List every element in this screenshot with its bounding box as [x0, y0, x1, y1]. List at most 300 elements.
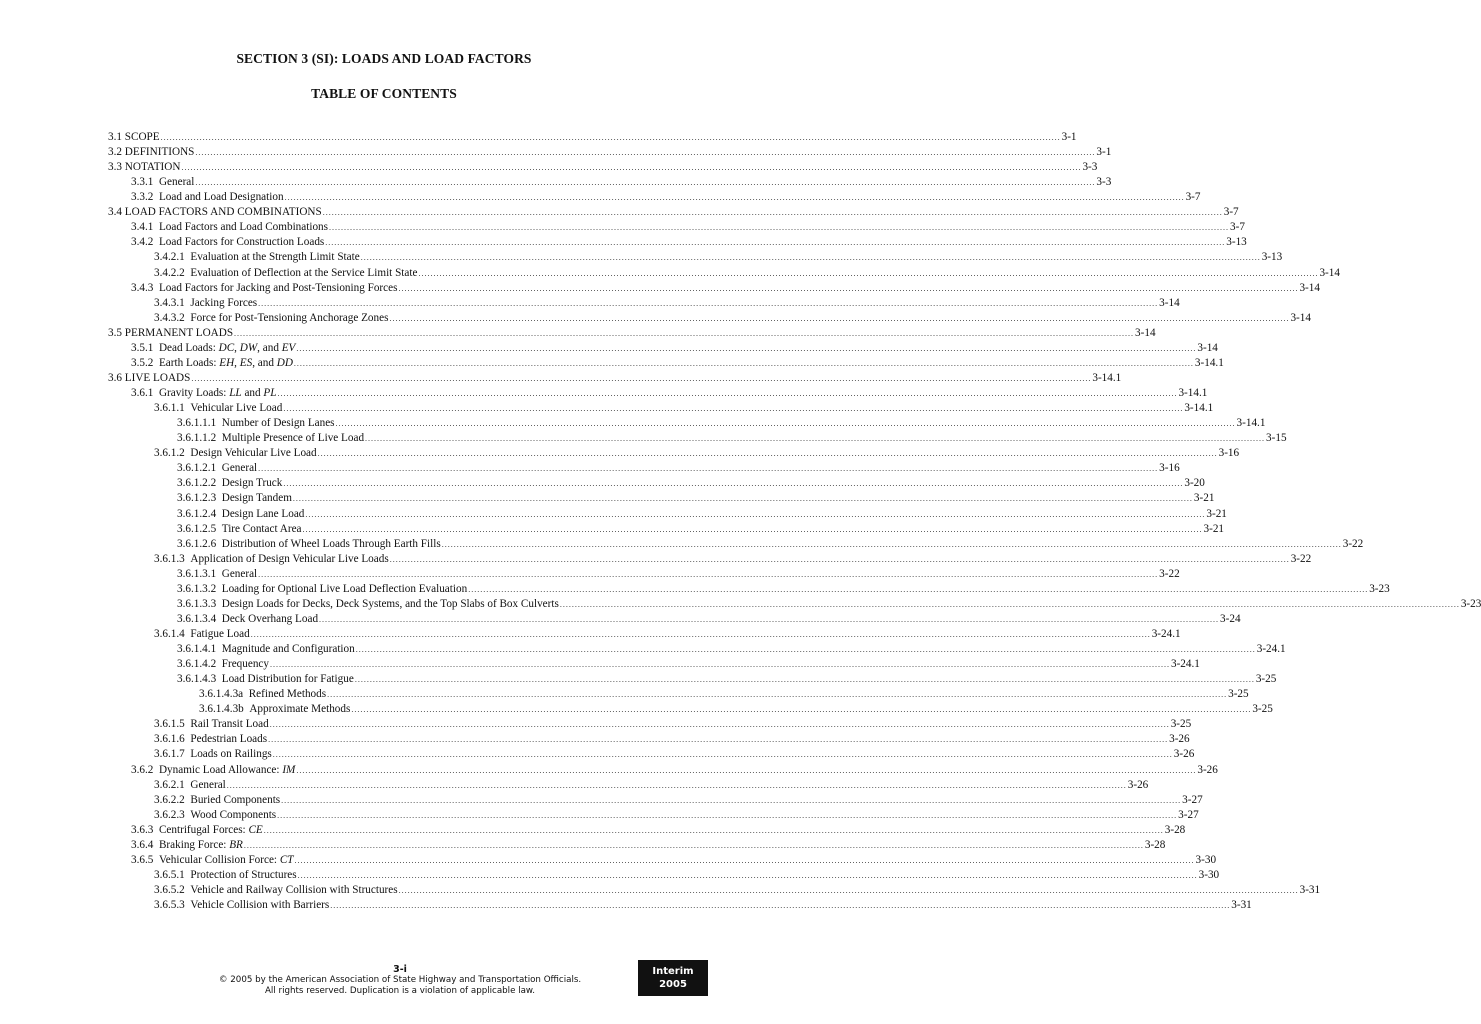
toc-entry-number: 3.6.1.6 [154, 733, 191, 746]
toc-entry-label [131, 190, 284, 205]
dot-leader: ............................................................................................................................................................................................................................................................................................................ [283, 404, 1184, 414]
toc-entry-title: Evaluation at the Strength Limit State [190, 251, 360, 264]
toc-entry[interactable] [131, 235, 1247, 250]
dot-leader: ............................................................................................................................................................................................................................................................................................................ [559, 599, 1460, 609]
toc-entry-number: 3.6.1.2.1 [177, 462, 222, 475]
toc-entry-page: 3-20 [1184, 477, 1205, 490]
dot-leader: ............................................................................................................................................................................................................................................................................................................ [360, 253, 1261, 263]
toc-entry-number: 3.6.1.4.3b [199, 703, 250, 716]
toc-entry[interactable] [177, 672, 1277, 687]
toc-entry-label [177, 537, 441, 552]
toc-entry-number: 3.3.1 [131, 176, 159, 189]
toc-entry-page: 3-1 [1096, 146, 1112, 159]
toc-entry-label [154, 552, 389, 567]
toc-entry-page: 3-25 [1170, 718, 1192, 731]
toc-entry-title: Wood Components [190, 808, 277, 821]
toc-entry-number: 3.4.3.1 [154, 296, 191, 309]
toc-entry-label [154, 311, 388, 326]
toc-entry-page: 3-16 [1159, 462, 1180, 475]
dot-leader: ............................................................................................................................................................................................................................................................................................................ [302, 524, 1203, 534]
toc-entry-page: 3-24 [1220, 612, 1241, 625]
toc-entry-title: Dynamic Load Allowance: IM [158, 763, 296, 776]
dot-leader: ............................................................................................................................................................................................................................................................................................................ [398, 886, 1299, 895]
toc-entry-page: 3-14 [1319, 266, 1340, 279]
toc-entry-title: Application of Design Vehicular Live Loads [190, 552, 389, 565]
toc-entry-label [154, 868, 297, 883]
toc-entry-page: 3-3 [1082, 161, 1098, 174]
toc-entry-label [154, 266, 417, 281]
dot-leader: ............................................................................................................................................................................................................................................................................................................ [269, 660, 1170, 670]
dot-leader: ............................................................................................................................................................................................................................................................................................................ [365, 434, 1266, 444]
toc-entry-title: LOAD FACTORS AND COMBINATIONS [124, 206, 322, 219]
dot-leader: ............................................................................................................................................................................................................................................................................................................ [294, 855, 1195, 865]
dot-leader: ............................................................................................................................................................................................................................................................................................................ [258, 464, 1159, 474]
toc-entry-number: 3.4.3 [131, 281, 159, 294]
toc-entry-page: 3-22 [1159, 567, 1180, 580]
toc-entry-number: 3.6.1 [131, 387, 159, 400]
toc-entry-number: 3.3.2 [131, 191, 159, 204]
dot-leader: ............................................................................................................................................................................................................................................................................................................ [195, 178, 1096, 188]
toc-entry-page: 3-21 [1193, 492, 1215, 505]
toc-entry-label [154, 250, 360, 265]
toc-entry-label [199, 687, 326, 702]
toc-entry-page: 3-13 [1261, 251, 1283, 264]
toc-entry[interactable] [154, 883, 1321, 898]
toc-entry-title: Vehicle Collision with Barriers [190, 899, 330, 912]
toc-entry-title: NOTATION [124, 161, 181, 174]
toc-entry-label [131, 356, 293, 371]
toc-entry[interactable] [177, 642, 1286, 657]
interim-badge-year: 2005 [659, 979, 687, 990]
dot-leader: ............................................................................................................................................................................................................................................................................................................ [263, 825, 1164, 835]
toc-entry-page: 3-26 [1169, 733, 1190, 746]
toc-entry-number: 3.6.1.5 [154, 718, 191, 731]
toc-entry-page: 3-14 [1159, 296, 1180, 309]
toc-entry-page: 3-30 [1195, 853, 1217, 866]
toc-entry-title: General [221, 462, 258, 475]
toc-entry-label [154, 808, 276, 823]
toc-entry-title: Design Vehicular Live Load [190, 447, 317, 460]
toc-entry-number: 3.6.3 [131, 823, 159, 836]
toc-entry[interactable] [108, 130, 1077, 145]
toc-entry[interactable] [154, 778, 1149, 793]
dot-leader: ............................................................................................................................................................................................................................................................................................................ [330, 901, 1231, 911]
toc-entry-title: Braking Force: BR [158, 838, 243, 851]
toc-entry-number: 3.6.1.1 [154, 402, 191, 415]
toc-entry-number: 3.4.1 [131, 221, 159, 234]
dot-leader: ............................................................................................................................................................................................................................................................................................................ [296, 343, 1197, 353]
toc-entry-label [154, 898, 329, 913]
toc-entry-label [154, 296, 257, 311]
toc-entry-page: 3-26 [1173, 748, 1195, 761]
toc-entry-label [154, 717, 269, 732]
dot-leader: ............................................................................................................................................................................................................................................................................................................ [160, 133, 1061, 142]
dot-leader: ............................................................................................................................................................................................................................................................................................................ [277, 389, 1178, 399]
toc-entry-number: 3.6.1.4.3a [199, 688, 249, 701]
toc-entry-title: Vehicular Live Load [190, 402, 283, 415]
toc-entry[interactable] [154, 808, 1199, 823]
toc-entry-label [154, 446, 317, 461]
toc-entry-page: 3-23 [1369, 582, 1390, 595]
dot-leader: ............................................................................................................................................................................................................................................................................................................ [268, 735, 1169, 745]
toc-entry-page: 3-23 [1460, 597, 1481, 610]
toc-entry-label [177, 507, 304, 522]
toc-entry[interactable] [177, 507, 1227, 522]
toc-entry-title: Multiple Presence of Live Load [221, 432, 365, 445]
toc-entry-label [131, 175, 194, 190]
toc-entry-title: Load Distribution for Fatigue [221, 673, 354, 686]
toc-entry-number: 3.6.1.4 [154, 627, 191, 640]
toc-heading: TABLE OF CONTENTS [311, 86, 457, 101]
dot-leader: ............................................................................................................................................................................................................................................................................................................ [355, 645, 1256, 655]
dot-leader: ............................................................................................................................................................................................................................................................................................................ [317, 449, 1218, 459]
toc-entry-page: 3-31 [1299, 884, 1321, 896]
toc-entry-label [108, 326, 233, 341]
toc-entry-label [177, 476, 282, 491]
toc-entry-number: 3.6.1.2 [154, 447, 191, 460]
toc-entry-page: 3-14.1 [1194, 356, 1224, 369]
toc-entry-label [177, 416, 335, 431]
toc-entry-number: 3.4 [108, 206, 125, 219]
toc-entry-page: 3-14 [1299, 281, 1320, 294]
toc-entry-page: 3-7 [1230, 221, 1245, 234]
toc-entry-title: Approximate Methods [249, 703, 351, 716]
dot-leader: ............................................................................................................................................................................................................................................................................................................ [305, 509, 1206, 519]
rights-line: All rights reserved. Duplication is a violation of applicable law. [264, 986, 535, 996]
toc-entry[interactable] [154, 717, 1192, 732]
toc-entry[interactable] [131, 190, 1201, 205]
toc-entry-label [131, 341, 295, 356]
dot-leader: ............................................................................................................................................................................................................................................................................................................ [297, 870, 1198, 880]
toc-entry[interactable] [131, 220, 1245, 235]
toc-entry-page: 3-14.1 [1236, 417, 1266, 430]
toc-entry-number: 3.4.2.2 [154, 266, 191, 279]
dot-leader: ............................................................................................................................................................................................................................................................................................................ [441, 539, 1342, 549]
toc-entry-page: 3-14.1 [1092, 371, 1122, 384]
toc-entry[interactable] [131, 853, 1217, 868]
toc-entry-page: 3-28 [1164, 823, 1186, 836]
toc-entry[interactable] [154, 747, 1195, 762]
toc-entry-number: 3.6.1.2.6 [177, 537, 222, 550]
toc-entry-number: 3.6.1.2.2 [177, 477, 222, 490]
toc-entry-number: 3.6.2 [131, 763, 159, 776]
toc-entry-label [154, 627, 250, 642]
toc-entry[interactable] [131, 838, 1166, 853]
toc-entry-title: Rail Transit Load [190, 718, 269, 731]
dot-leader: ............................................................................................................................................................................................................................................................................................................ [272, 750, 1173, 760]
toc-entry-title: Design Loads for Decks, Deck Systems, and the Top Slabs of Box Culverts [221, 597, 559, 610]
toc-entry[interactable] [154, 311, 1311, 326]
toc-entry[interactable] [177, 582, 1390, 597]
toc-entry-label [108, 145, 194, 160]
toc-entry-label [177, 597, 559, 612]
toc-entry-label [177, 461, 257, 476]
dot-leader: ............................................................................................................................................................................................................................................................................................................ [226, 780, 1127, 790]
toc-entry-title: Vehicle and Railway Collision with Structures [190, 884, 398, 896]
toc-entry[interactable] [177, 657, 1200, 672]
toc-entry-page: 3-28 [1144, 838, 1166, 851]
toc-entry[interactable] [154, 898, 1252, 913]
toc-entry-page: 3-14 [1197, 341, 1218, 354]
toc-entry-title: Design Lane Load [221, 507, 305, 520]
dot-leader: ............................................................................................................................................................................................................................................................................................................ [325, 238, 1226, 248]
page-footer [150, 964, 650, 997]
interim-badge-label: Interim [652, 966, 694, 977]
toc-entry[interactable] [154, 868, 1220, 883]
toc-entry[interactable] [177, 612, 1241, 627]
toc-entry-label [131, 386, 276, 401]
toc-entry-page: 3-25 [1228, 688, 1249, 701]
toc-entry-number: 3.6.4 [131, 838, 159, 851]
toc-entry-number: 3.6.2.2 [154, 793, 191, 806]
toc-entry-title: Gravity Loads: LL and PL [158, 387, 277, 400]
toc-entry-title: Design Truck [221, 477, 283, 490]
toc-entry-page: 3-31 [1231, 899, 1252, 912]
toc-entry[interactable] [131, 763, 1218, 778]
toc-entry-page: 3-25 [1255, 673, 1277, 686]
dot-leader: ............................................................................................................................................................................................................................................................................................................ [327, 690, 1228, 700]
toc-entry[interactable] [131, 341, 1218, 356]
toc-entry-title: Force for Post-Tensioning Anchorage Zones [190, 311, 389, 324]
toc-entry-number: 3.6.1.1.2 [177, 432, 222, 445]
toc-entry-number: 3.6.5.1 [154, 868, 191, 881]
toc-entry-page: 3-24.1 [1170, 658, 1200, 671]
toc-entry-page: 3-13 [1226, 236, 1247, 249]
toc-entry-page: 3-15 [1266, 432, 1287, 445]
toc-entry-page: 3-7 [1185, 191, 1201, 204]
toc-entry-label [131, 838, 243, 853]
toc-entry-number: 3.4.2 [131, 236, 159, 249]
dot-leader: ............................................................................................................................................................................................................................................................................................................ [250, 629, 1151, 639]
toc-entry[interactable] [131, 823, 1186, 838]
dot-leader: ............................................................................................................................................................................................................................................................................................................ [335, 419, 1236, 429]
toc-entry-page: 3-30 [1198, 868, 1220, 881]
toc-entry-title: Load Factors for Jacking and Post-Tensioning Forces [158, 281, 398, 294]
toc-entry[interactable] [108, 326, 1156, 341]
toc-entry-number: 3.6.1.2.5 [177, 522, 222, 535]
toc-entry-title: Deck Overhang Load [221, 612, 319, 625]
toc-entry-title: Design Tandem [221, 492, 292, 505]
dot-leader: ............................................................................................................................................................................................................................................................................................................ [319, 614, 1220, 624]
toc-entry-number: 3.6.2.1 [154, 778, 191, 791]
toc-entry-page: 3-14 [1135, 326, 1156, 339]
toc-entry-title: DEFINITIONS [124, 146, 195, 159]
dot-leader: ............................................................................................................................................................................................................................................................................................................ [398, 283, 1299, 293]
toc-entry-label [177, 491, 292, 506]
toc-entry-number: 3.4.3.2 [154, 311, 191, 324]
toc-entry[interactable] [154, 401, 1214, 416]
toc-entry-number: 3.6.1.2.4 [177, 507, 222, 520]
toc-entry-label [177, 657, 269, 672]
toc-entry-title: Vehicular Collision Force: CT [158, 853, 294, 866]
toc-entry-title: PERMANENT LOADS [124, 326, 234, 339]
toc-entry-title: Protection of Structures [190, 868, 297, 881]
dot-leader: ............................................................................................................................................................................................................................................................................................................ [292, 494, 1193, 504]
toc-entry-number: 3.6.1.3.1 [177, 567, 222, 580]
toc-entry-title: Number of Design Lanes [221, 417, 335, 430]
dot-leader: ............................................................................................................................................................................................................................................................................................................ [283, 479, 1184, 489]
toc-entry[interactable] [177, 431, 1287, 446]
toc-entry[interactable] [177, 597, 1481, 612]
toc-entry-title: Dead Loads: DC, DW, and EV [158, 341, 296, 354]
toc-entry[interactable] [177, 522, 1225, 537]
toc-entry-title: Loads on Railings [190, 748, 272, 761]
toc-entry-label [131, 281, 397, 296]
toc-entry[interactable] [154, 250, 1283, 265]
toc-entry-title: Evaluation of Deflection at the Service Limit State [190, 266, 418, 279]
toc-entry-page: 3-14.1 [1184, 402, 1214, 415]
toc-entry-label [108, 130, 160, 145]
toc-entry-label [177, 612, 318, 627]
toc-entry[interactable] [131, 281, 1320, 296]
toc-entry-label [108, 160, 180, 175]
toc-entry-page: 3-22 [1290, 552, 1312, 565]
toc-entry-page: 3-26 [1197, 763, 1218, 776]
toc-entry-number: 3.6.1.1.1 [177, 417, 222, 430]
toc-entry-label [131, 823, 263, 838]
dot-leader: ............................................................................................................................................................................................................................................................................................................ [418, 268, 1319, 278]
toc-entry[interactable] [131, 175, 1112, 190]
toc-entry-number: 3.6.1.3.4 [177, 612, 222, 625]
toc-entry-number: 3.6 [108, 371, 125, 384]
toc-entry-title: Fatigue Load [190, 627, 250, 640]
toc-entry[interactable] [177, 537, 1364, 552]
page-number: 3-i [393, 964, 407, 975]
toc-entry-number: 3.5 [108, 326, 125, 339]
dot-leader: ............................................................................................................................................................................................................................................................................................................ [195, 148, 1096, 158]
toc-entry-page: 3-22 [1342, 537, 1364, 550]
dot-leader: ............................................................................................................................................................................................................................................................................................................ [269, 720, 1170, 730]
toc-entry[interactable] [108, 371, 1122, 386]
toc-entry-title: General [158, 176, 195, 189]
toc-entry-title: Tire Contact Area [221, 522, 302, 535]
toc-entry-number: 3.6.1.3.2 [177, 582, 222, 595]
dot-leader: ............................................................................................................................................................................................................................................................................................................ [351, 705, 1252, 715]
toc-entry-page: 3-21 [1203, 522, 1225, 535]
toc-entry-page: 3-1 [1061, 131, 1077, 143]
toc-entry-page: 3-26 [1127, 778, 1149, 791]
interim-badge [638, 960, 708, 996]
toc-entry-title: Jacking Forces [190, 296, 258, 309]
toc-entry-label [199, 702, 350, 717]
toc-entry-number: 3.6.5.2 [154, 884, 191, 896]
toc-entry-page: 3-27 [1182, 793, 1203, 806]
toc-entry-page: 3-24.1 [1151, 627, 1181, 640]
toc-entry-page: 3-21 [1206, 507, 1227, 520]
toc-entry[interactable] [154, 732, 1190, 747]
toc-entry[interactable] [199, 702, 1273, 717]
toc-entry-label [108, 205, 322, 220]
toc-entry-title: Load Factors and Load Combinations [158, 221, 328, 234]
copyright-line: © 2005 by the American Association of State Highway and Transportation Officials. [218, 975, 582, 985]
toc-entry-number: 3.6.1.4.3 [177, 673, 222, 686]
toc-entry-label [177, 672, 354, 687]
toc-entry-page: 3-14.1 [1178, 387, 1208, 400]
toc-entry-number: 3.5.2 [131, 356, 159, 369]
toc-entry-label [154, 778, 226, 793]
toc-entry[interactable] [199, 687, 1249, 702]
toc-entry-number: 3.6.5 [131, 853, 159, 866]
toc-entry[interactable] [131, 386, 1208, 401]
toc-entry-number: 3.6.1.7 [154, 748, 191, 761]
toc-entry-number: 3.6.1.3.3 [177, 597, 222, 610]
toc-entry[interactable] [108, 145, 1112, 160]
toc-entry[interactable] [177, 567, 1180, 582]
toc-entry[interactable] [154, 552, 1312, 567]
dot-leader: ............................................................................................................................................................................................................................................................................................................ [284, 193, 1185, 203]
dot-leader: ............................................................................................................................................................................................................................................................................................................ [354, 675, 1255, 685]
toc-entry-label [177, 642, 355, 657]
toc-entry[interactable] [177, 461, 1180, 476]
toc-entry-page: 3-27 [1178, 808, 1199, 821]
toc-entry-page: 3-24.1 [1256, 643, 1286, 656]
toc-entry[interactable] [131, 356, 1224, 371]
dot-leader: ............................................................................................................................................................................................................................................................................................................ [258, 569, 1159, 579]
toc-entry-label [177, 431, 364, 446]
toc-entry-title: SCOPE [124, 131, 160, 143]
toc-entry-label [154, 732, 267, 747]
toc-entry-number: 3.6.1.4.2 [177, 658, 222, 671]
toc-entry-page: 3-7 [1223, 206, 1239, 219]
toc-entry[interactable] [154, 296, 1180, 311]
dot-leader: ............................................................................................................................................................................................................................................................................................................ [329, 223, 1229, 233]
toc-entry-label [108, 371, 190, 386]
toc-entry-number: 3.6.2.3 [154, 808, 191, 821]
toc-entry-title: Loading for Optional Live Load Deflection Evaluation [221, 582, 468, 595]
toc-entry-label [177, 567, 257, 582]
toc-entry-number: 3.6.1.4.1 [177, 643, 222, 656]
toc-entry-page: 3-25 [1252, 703, 1273, 716]
toc-entry-number: 3.5.1 [131, 341, 159, 354]
dot-leader: ............................................................................................................................................................................................................................................................................................................ [191, 373, 1092, 383]
toc-entry-title: Earth Loads: EH, ES, and DD [158, 356, 293, 369]
toc-entry[interactable] [177, 476, 1205, 491]
toc-entry-title: Load Factors for Construction Loads [158, 236, 325, 249]
dot-leader: ............................................................................................................................................................................................................................................................................................................ [389, 554, 1290, 564]
toc-entry[interactable] [108, 160, 1098, 175]
toc-entry-label [131, 853, 294, 868]
toc-entry-title: General [190, 778, 226, 791]
dot-leader: ............................................................................................................................................................................................................................................................................................................ [234, 328, 1135, 338]
toc-entry[interactable] [177, 416, 1266, 431]
toc-entry-number: 3.1 [108, 131, 125, 143]
toc-entry-number: 3.3 [108, 161, 125, 174]
toc-entry-title: Centrifugal Forces: CE [158, 823, 263, 836]
toc-entry[interactable] [154, 266, 1340, 281]
toc-entry-number: 3.6.1.2.3 [177, 492, 222, 505]
toc-entry-label [154, 883, 398, 898]
toc-entry-title: Magnitude and Configuration [221, 643, 355, 656]
dot-leader: ............................................................................................................................................................................................................................................................................................................ [296, 765, 1197, 775]
dot-leader: ............................................................................................................................................................................................................................................................................................................ [389, 313, 1290, 323]
toc-entry[interactable] [154, 627, 1181, 642]
dot-leader: ............................................................................................................................................................................................................................................................................................................ [258, 298, 1159, 308]
toc-entry[interactable] [177, 491, 1215, 506]
toc-entry-label [177, 582, 467, 597]
toc-entry[interactable] [154, 446, 1240, 461]
toc-entry-label [131, 763, 295, 778]
toc-entry-title: Buried Components [190, 793, 281, 806]
toc-entry[interactable] [108, 205, 1239, 220]
dot-leader: ............................................................................................................................................................................................................................................................................................................ [322, 208, 1223, 218]
dot-leader: ............................................................................................................................................................................................................................................................................................................ [277, 810, 1178, 820]
toc-entry-number: 3.6.1.3 [154, 552, 191, 565]
toc-entry[interactable] [154, 793, 1203, 808]
toc-entry-label [177, 522, 302, 537]
toc-entry-title: Load and Load Designation [158, 191, 284, 204]
toc-entry-page: 3-3 [1096, 176, 1112, 189]
toc-entry-label [131, 235, 324, 250]
